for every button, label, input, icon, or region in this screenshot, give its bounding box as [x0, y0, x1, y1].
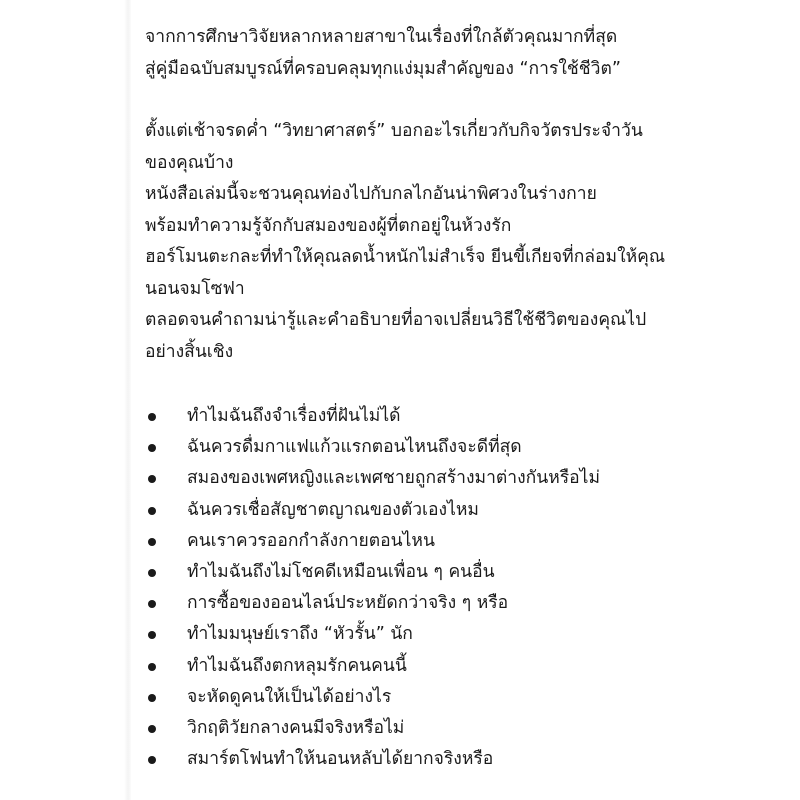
- bullet-icon: [148, 663, 156, 671]
- list-item-text: ทำไมฉันถึงไม่โชคดีเหมือนเพื่อน ๆ คนอื่น: [187, 561, 495, 582]
- list-item-text: ฉันควรเชื่อสัญชาตญาณของตัวเองไหม: [187, 499, 479, 520]
- list-item: [145, 682, 785, 713]
- body-line: หนังสือเล่มนี้จะชวนคุณท่องไปกับกลไกอันน่าพิศวงในร่างกาย: [145, 184, 597, 204]
- question-list: [145, 401, 785, 775]
- paragraph-gap: [145, 368, 785, 401]
- list-item-text: ทำไมมนุษย์เราถึง “หัวรั้น” นัก: [187, 624, 413, 645]
- list-item: [145, 401, 785, 432]
- bullet-icon: [148, 475, 156, 483]
- paragraph-gap: [145, 85, 785, 116]
- list-item-text: ฉันควรดื่มกาแฟแก้วแรกตอนไหนถึงจะดีที่สุด: [187, 437, 522, 458]
- body-line: ตลอดจนคำถามน่ารู้และคำอธิบายที่อาจเปลี่ยนวิธีใช้ชีวิตของคุณไป: [145, 310, 647, 330]
- body-line: นอนจมโซฟา: [145, 278, 245, 299]
- bullet-icon: [148, 507, 156, 515]
- blurb-content: [145, 22, 785, 775]
- list-item: [145, 526, 785, 557]
- bullet-icon: [148, 569, 156, 577]
- list-item-text: ทำไมฉันถึงจำเรื่องที่ฝันไม่ได้: [187, 406, 401, 426]
- bullet-icon: [148, 756, 156, 764]
- list-item: [145, 744, 785, 775]
- intro-paragraph: [145, 22, 785, 85]
- list-item: [145, 619, 785, 650]
- list-item: [145, 557, 785, 588]
- body-line: อย่างสิ้นเชิง: [145, 341, 234, 362]
- list-item: [145, 651, 785, 682]
- bullet-icon: [148, 413, 156, 421]
- list-item-text: จะหัดดูคนให้เป็นได้อย่างไร: [187, 686, 392, 707]
- body-line: พร้อมทำความรู้จักกับสมองของผู้ที่ตกอยู่ในห้วงรัก: [145, 215, 512, 236]
- list-item: [145, 495, 785, 526]
- bullet-icon: [148, 538, 156, 546]
- list-item-text: วิกฤติวัยกลางคนมีจริงหรือไม่: [187, 717, 405, 738]
- list-item-text: คนเราควรออกกำลังกายตอนไหน: [187, 530, 435, 551]
- body-line: ของคุณบ้าง: [145, 152, 234, 173]
- intro-line: สู่คู่มือฉบับสมบูรณ์ที่ครอบคลุมทุกแง่มุมสำคัญของ “การใช้ชีวิต”: [145, 58, 621, 79]
- list-item-text: สมาร์ตโฟนทำให้นอนหลับได้ยากจริงหรือ: [187, 749, 494, 770]
- bullet-icon: [148, 725, 156, 733]
- bullet-icon: [148, 694, 156, 702]
- intro-line: จากการศึกษาวิจัยหลากหลายสาขาในเรื่องที่ใกล้ตัวคุณมากที่สุด: [145, 27, 618, 47]
- list-item: [145, 432, 785, 463]
- bullet-icon: [148, 631, 156, 639]
- body-paragraph: [145, 116, 785, 368]
- list-item: [145, 588, 785, 619]
- body-line: ฮอร์โมนตะกละที่ทำให้คุณลดน้ำหนักไม่สำเร็จ ยีนขี้เกียจที่กล่อมให้คุณ: [145, 247, 666, 267]
- list-item: [145, 713, 785, 744]
- list-item-text: สมองของเพศหญิงและเพศชายถูกสร้างมาต่างกันหรือไม่: [187, 468, 600, 489]
- list-item-text: การซื้อของออนไลน์ประหยัดกว่าจริง ๆ หรือ: [187, 593, 509, 614]
- bullet-icon: [148, 444, 156, 452]
- list-item: [145, 463, 785, 494]
- bullet-icon: [148, 600, 156, 608]
- page-left-margin: [0, 0, 131, 800]
- list-item-text: ทำไมฉันถึงตกหลุมรักคนคนนี้: [187, 655, 407, 676]
- body-line: ตั้งแต่เช้าจรดค่ำ “วิทยาศาสตร์” บอกอะไรเกี่ยวกับกิจวัตรประจำวัน: [145, 121, 643, 141]
